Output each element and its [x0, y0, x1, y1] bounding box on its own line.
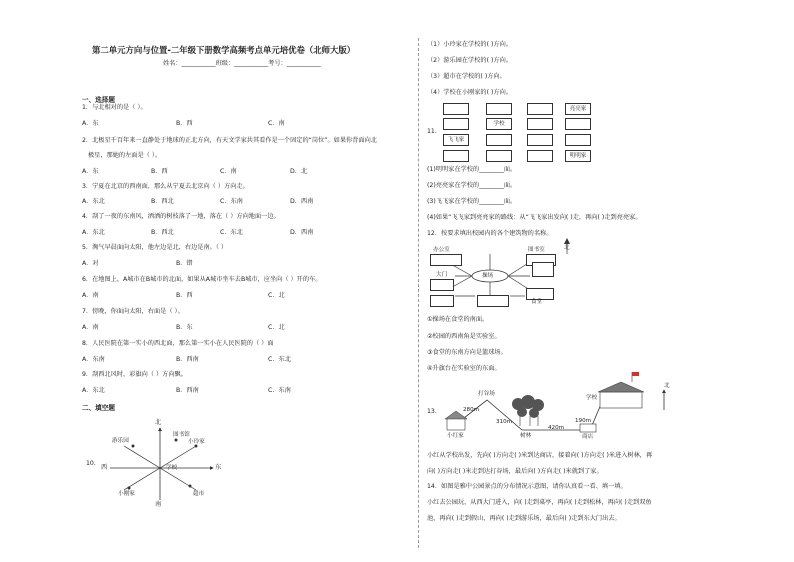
grid-cell-liangliang: 亮亮家: [565, 103, 591, 115]
route-distance-1: 280m: [463, 407, 480, 413]
page-title: 第二单元方向与位置-二年级下册数学高频考点单元培优卷（北师大版）: [92, 45, 356, 55]
question-9: 9．刮西北风时，彩旗向（ ）方向飘。: [82, 371, 187, 378]
route-dagu-label: 打谷场: [478, 391, 495, 397]
section-choice-heading: 一、选择题: [82, 96, 115, 104]
q9-option-b: B．西南: [176, 387, 199, 394]
route-north-label: 北: [664, 383, 670, 389]
map-canteen-label: 食堂: [531, 299, 543, 305]
route-distance-2: 310m: [496, 419, 513, 425]
question-5: 5．淘气早晨面向太阳，他左边是北，右边是南。（ ）: [82, 244, 228, 251]
q5-option-b: B．错: [176, 260, 193, 267]
q4-option-a: A．东北: [82, 229, 105, 236]
map-gate-label: 大门: [436, 272, 448, 278]
route-school-label: 学校: [586, 395, 598, 401]
compass-leyuan-label: 游乐园: [112, 438, 129, 444]
q14-line2: 池，再向( )走到假山，再向( )走到游乐场，最后向( )走到东大门出去。: [427, 515, 621, 522]
q12-clue4: ④升旗台在实验室的东面。: [427, 365, 501, 372]
q8-option-b: B．西南: [176, 356, 199, 363]
q3-option-d: D．西南: [290, 198, 314, 205]
question-11-number: 11.: [427, 128, 437, 135]
q11-part2: (2)亮亮家在学校的________面。: [427, 182, 517, 189]
q14-line1: 小红去公园玩，从西大门进入，向( )走到桌亭，再向( )走到松林，再向( )走到双鱼: [427, 499, 652, 506]
compass-xiaogang-label: 小刚家: [118, 491, 135, 497]
compass-north-label: 北: [155, 419, 162, 426]
q8-option-a: A．东南: [82, 356, 105, 363]
student-info-fields: 姓名：___________班级：___________考号：___________: [163, 60, 321, 67]
question-4: 4．刮了一夜的东南风，洒洒的树枝落了一地，落在（ ）方向地面一边。: [82, 213, 280, 220]
question-3: 3．宁夏在北京的西南面，那么从宁夏去北京向（ ）方向走。: [82, 183, 249, 190]
q13-line1: 小红从学校出发，先向( )方向走( )米到达商店，接着向( )方向走( )米进入树林，再: [427, 452, 653, 459]
q5-option-a: A．对: [82, 260, 99, 267]
q10-part1: （1）小玲家在学校的( )方向。: [427, 41, 512, 48]
q12-clue2: ②校园的西南角是实验室。: [427, 333, 501, 340]
q6-option-c: C．北: [268, 292, 285, 299]
question-2-line2: 极星，那她的左面是（ ）。: [88, 152, 162, 159]
grid-cell-pengpeng: 明明家: [565, 150, 591, 162]
route-shop-label: 商店: [582, 434, 594, 440]
compass-east-label: 东: [215, 464, 222, 471]
question-14: 14．如图是雅中公园景点的分布情况示意图，请你认真看一看、填一填。: [427, 483, 627, 490]
q9-option-a: A．东北: [82, 387, 105, 394]
map-north-label: 北: [564, 245, 570, 251]
route-distance-3: 420m: [548, 425, 565, 431]
question-12: 12．按要求填出校园内的各个建筑物的名称。: [427, 230, 553, 237]
route-xiaohong-label: 小红家: [447, 433, 464, 439]
q7-option-c: C．北: [268, 324, 285, 331]
q3-option-c: C．东南: [220, 198, 243, 205]
q11-part4: (4)如果“飞飞家到亮亮家的路线：从“飞飞家出发向( )走，再向( )走到亮亮家。: [427, 214, 642, 221]
q12-clue3: ③食堂的东南方向是篮球场。: [427, 349, 507, 356]
q2-option-a: A．东: [82, 168, 99, 175]
q4-option-d: D．西南: [290, 229, 314, 236]
grid-cell-school: 学校: [486, 118, 512, 130]
q2-option-d: D．北: [290, 168, 308, 175]
q11-part3: (3)飞飞家在学校的________面。: [427, 198, 517, 205]
q1-option-a: A．东: [82, 120, 99, 127]
question-7: 7．傍晚，你面向太阳，右面是（ ）。: [82, 308, 184, 315]
q7-option-a: A．南: [82, 324, 99, 331]
route-woods-label: 树林: [520, 433, 532, 439]
q4-option-c: C．东北: [220, 229, 243, 236]
map-playground-label: 操场: [482, 273, 494, 279]
compass-xiaoling-label: 小玲家: [188, 439, 205, 445]
q8-option-c: C．东北: [268, 356, 291, 363]
q10-part4: （4）学校在小刚家的( )方向。: [427, 89, 512, 96]
q10-part3: （3）超市在学校的( )方向。: [427, 73, 506, 80]
grid-cell-feifei: 飞飞家: [443, 134, 469, 146]
q6-option-a: A．南: [82, 292, 99, 299]
q9-option-c: C．东南: [268, 387, 291, 394]
compass-south-label: 南: [155, 501, 162, 508]
question-10-number: 10.: [86, 460, 96, 467]
question-2-line1: 2．北极星千百年来一直静处于地球的正北方向，有天文学家共其看作是一个固定的“岗位”。如果你背面向北: [82, 137, 377, 144]
route-distance-4: 190m: [575, 418, 592, 424]
question-1: 1．与北相对的是（ ）。: [82, 104, 147, 111]
compass-park-label: 图书馆: [173, 432, 190, 438]
section-fill-heading: 二、填空题: [82, 404, 115, 412]
q13-line2: 向( )方向走( )米走到达打谷场，最后向( )方向走( )米就到了家。: [427, 468, 603, 475]
q3-option-a: A．东北: [82, 198, 105, 205]
q10-part2: （2）游乐园在学校的( )方向。: [427, 57, 512, 64]
q1-option-b: B．西: [176, 120, 193, 127]
compass-school-label: 学校: [166, 465, 178, 471]
q2-option-c: C．南: [220, 168, 237, 175]
q1-option-c: C．南: [268, 120, 285, 127]
compass-supermarket-label: 超市: [193, 491, 205, 497]
compass-west-label: 西: [101, 464, 108, 471]
question-13-number: 13.: [427, 408, 437, 415]
q12-clue1: ①操场在食堂的南面。: [427, 316, 489, 323]
map-library-label: 图书室: [528, 247, 545, 253]
question-6: 6．在地图上，A城市在B城市的北面，如果从A城市坐车去B城市，应坐向（ ）开的车。: [82, 276, 322, 283]
q6-option-b: B．西: [176, 292, 193, 299]
q2-option-b: B．西: [151, 168, 168, 175]
q4-option-b: B．西北: [151, 229, 174, 236]
q3-option-b: B．西北: [151, 198, 174, 205]
question-8: 8．人民医院在第一实小的西北面，那么第一实小在人民医院的（ ）面: [82, 340, 274, 347]
q11-part1: (1)明明家在学校的________面。: [427, 166, 517, 173]
q7-option-b: B．东: [176, 324, 193, 331]
map-office-label: 办公室: [433, 247, 450, 253]
